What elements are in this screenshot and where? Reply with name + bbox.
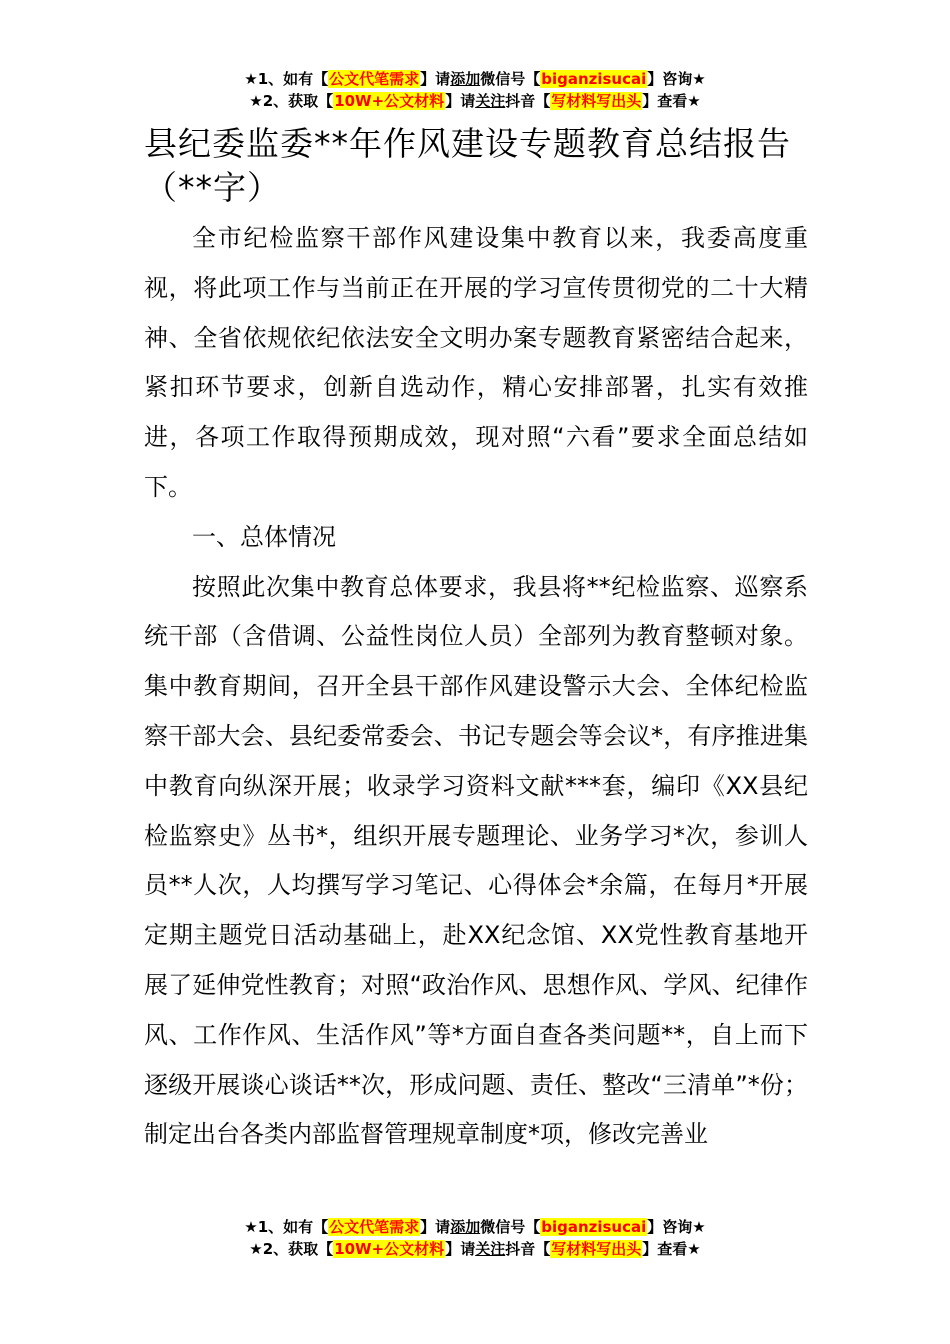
header-banner [0,68,950,112]
section-paragraph: 按照此次集中教育总体要求，我县将**纪检监察、巡察系统干部（含借调、公益性岗位人员）全部列为教育整顿对象。集中教育期间，召开全县干部作风建设警示大会、全体纪检监察干部大会、县纪委常委会、书记专题会等会议*，有序推进集中教育向纵深开展；收录学习资料文献***套，编印《XX县纪检监察史》丛书*，组织开展专题理论、业务学习*次，参训人员**人次，人均撰写学习笔记、心得体会*余篇，在每月*开展定期主题党日活动基础上，赴XX纪念馆、XX党性教育基地开展了延伸党性教育；对照“政治作风、思想作风、学风、纪律作风、工作作风、生活作风”等*方面自查各类问题**，自上而下逐级开展谈心谈话**次，形成问题、责任、整改“三清单”*份；制定出台各类内部监督管理规章制度*项，修改完善业 [144,572,808,1149]
banner-text: 抖音【 [505,92,551,110]
document-body [144,122,808,1160]
banner-underlined-text: 添加 [450,70,481,88]
document-title: 县纪委监委**年作风建设专题教育总结报告（**字） [144,124,791,207]
banner-highlight: 10W+公文材料 [334,92,445,110]
banner-underlined-text: 关注 [475,1240,506,1258]
banner-highlight: 写材料写出头 [551,92,642,110]
banner-text: 微信号【 [480,70,541,88]
banner-text: 】咨询★ [647,70,706,88]
banner-highlight: 10W+公文材料 [334,1240,445,1258]
banner-text: 】查看★ [642,92,701,110]
banner-text: 】查看★ [642,1240,701,1258]
banner-line-1 [0,1216,950,1238]
banner-highlight: 公文代笔需求 [329,1218,420,1236]
banner-line-2 [0,1238,950,1260]
banner-text: 微信号【 [480,1218,541,1236]
banner-underlined-text: 添加 [450,1218,481,1236]
banner-highlight: 公文代笔需求 [329,70,420,88]
banner-highlight: biganzisucai [541,1218,647,1236]
footer-banner [0,1216,950,1260]
banner-highlight: 写材料写出头 [551,1240,642,1258]
banner-line-1 [0,68,950,90]
section-heading: 一、总体情况 [192,522,336,551]
banner-text: 抖音【 [505,1240,551,1258]
banner-line-2 [0,90,950,112]
banner-text: 】咨询★ [647,1218,706,1236]
banner-text: 】请 [445,92,476,110]
banner-text: 】请 [420,70,451,88]
banner-text: ★1、如有【 [244,1218,329,1236]
intro-paragraph: 全市纪检监察干部作风建设集中教育以来，我委高度重视，将此项工作与当前正在开展的学习宣传贯彻党的二十大精神、全省依规依纪依法安全文明办案专题教育紧密结合起来，紧扣环节要求，创新自选动作，精心安排部署，扎实有效推进，各项工作取得预期成效，现对照“六看”要求全面总结如下。 [144,224,808,501]
banner-text: 】请 [420,1218,451,1236]
banner-text: ★1、如有【 [244,70,329,88]
banner-underlined-text: 关注 [475,92,506,110]
banner-text: ★2、获取【 [249,1240,334,1258]
banner-highlight: biganzisucai [541,70,647,88]
banner-text: ★2、获取【 [249,92,334,110]
banner-text: 】请 [445,1240,476,1258]
